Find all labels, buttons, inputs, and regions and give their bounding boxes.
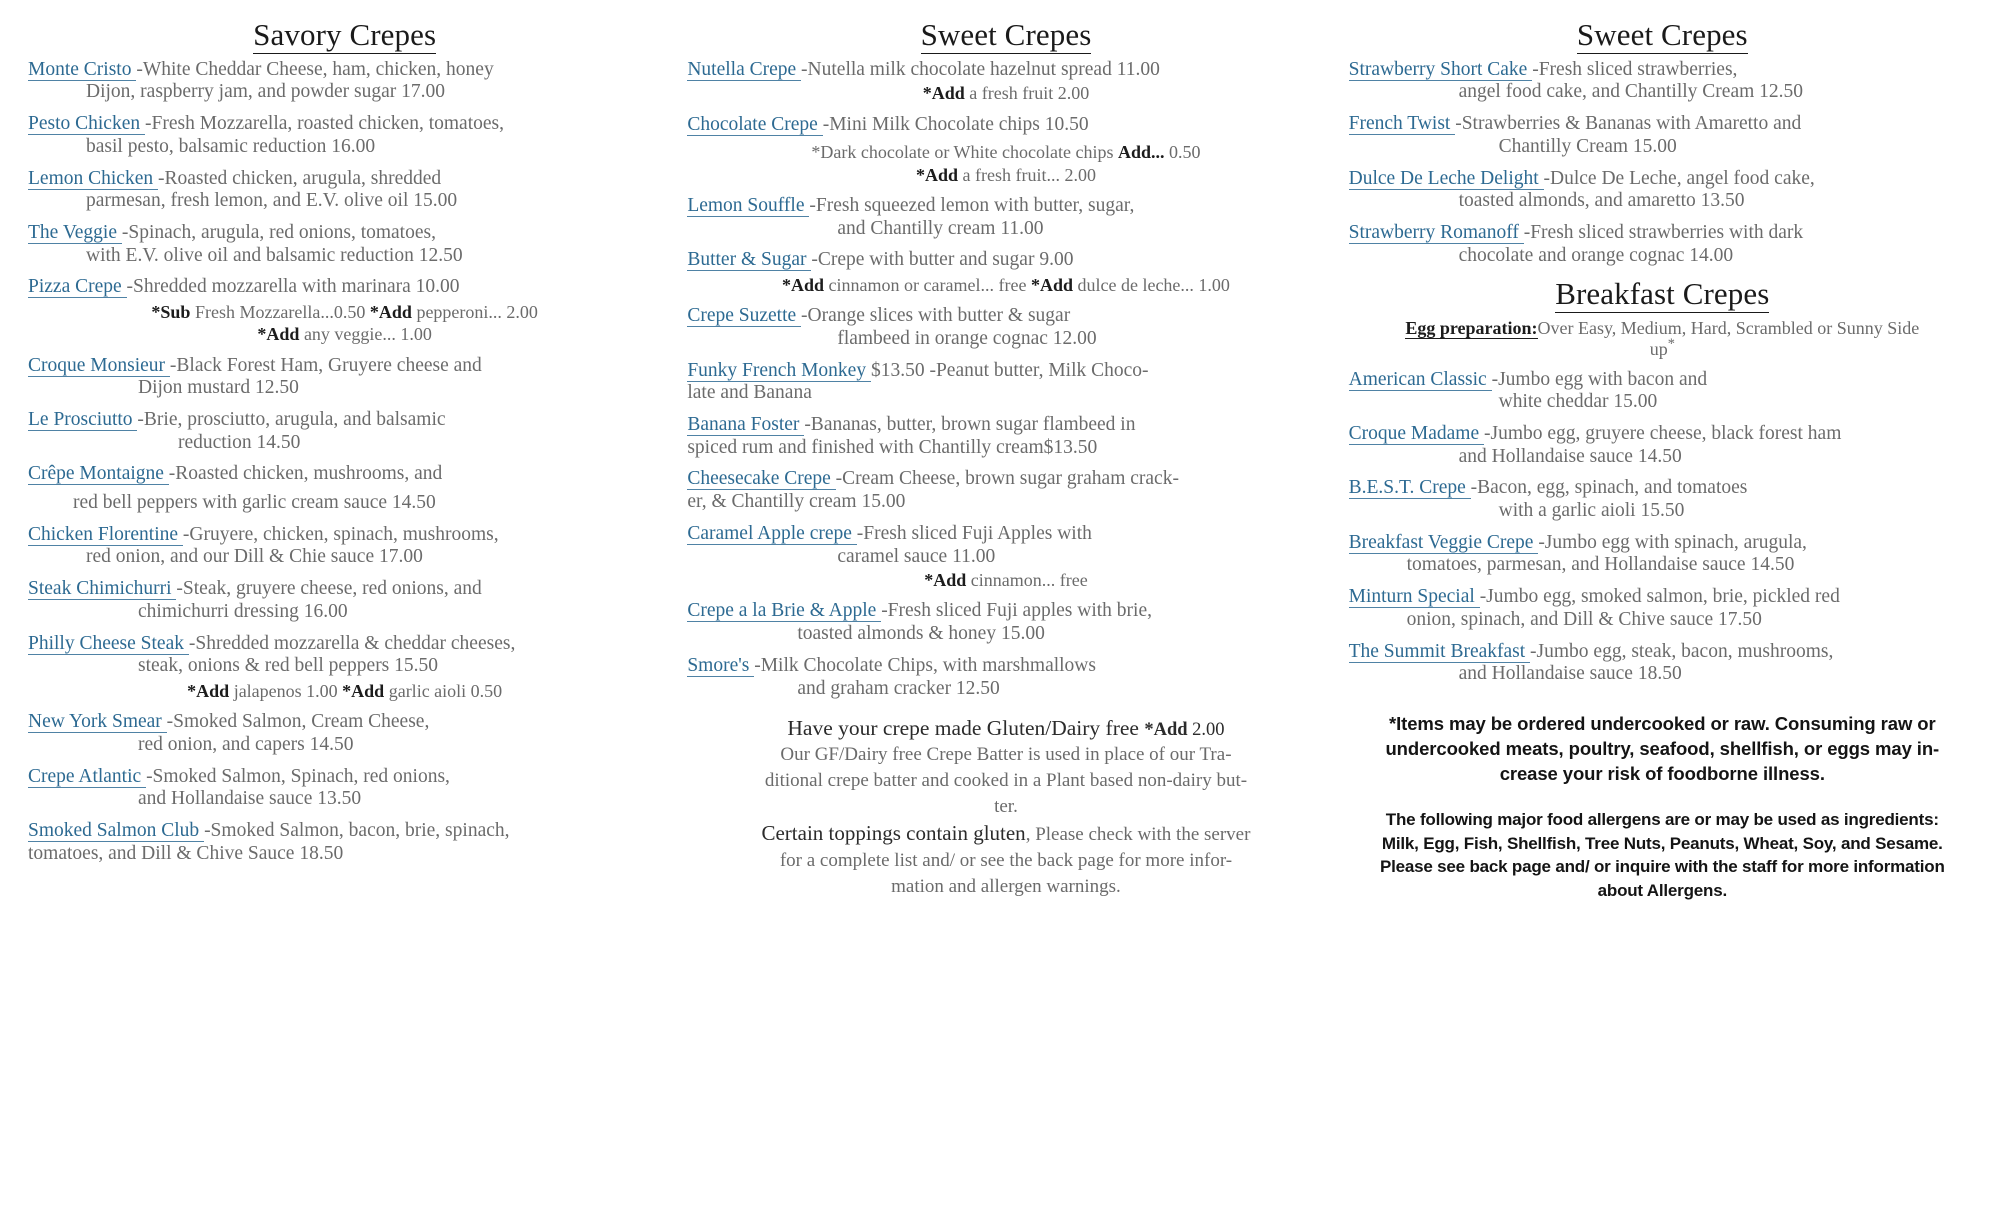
item-desc-line2: toasted almonds & honey 15.00 [797, 623, 1045, 645]
egg-preparation-label: Egg preparation: [1405, 318, 1538, 339]
menu-item [687, 468, 1324, 513]
item-desc-line1: -Steak, gruyere cheese, red onions, and [176, 578, 482, 600]
item-name: American Classic [1348, 368, 1492, 390]
menu-item [1349, 586, 1976, 631]
addon-text: jalapenos 1.00 [229, 680, 343, 701]
menu-item [1349, 423, 1976, 468]
addon-marker-add: *Add [922, 83, 965, 104]
menu-item [1349, 113, 1976, 158]
gluten-note-add-marker: *Add [1144, 720, 1188, 741]
item-desc-line1: -Milk Chocolate Chips, with marshmallows [754, 654, 1096, 676]
addon-text: any veggie... 1.00 [299, 324, 432, 345]
section-heading-sweet-left-label: Sweet Crepes [920, 17, 1092, 52]
gluten-note-line: ditional crepe batter and cooked in a Plant based non-dairy but- [764, 769, 1248, 791]
item-name: Lemon Souffle [687, 194, 810, 216]
addon-text: Fresh Mozzarella...0.50 [190, 302, 370, 323]
addon-marker-add: *Add [342, 680, 385, 701]
item-name: Banana Foster [687, 413, 805, 435]
section-heading-breakfast [1349, 277, 1976, 312]
item-desc-line2: with a garlic aioli 15.50 [1498, 500, 1685, 522]
menu-item [1349, 168, 1976, 213]
item-desc-line1: -Roasted chicken, mushrooms, and [168, 463, 443, 485]
item-desc-line1: -Smoked Salmon, Spinach, red onions, [146, 765, 450, 787]
menu-item [28, 766, 661, 811]
section-heading-sweet-right-label: Sweet Crepes [1576, 17, 1748, 52]
item-desc-line2: and Hollandaise sauce 13.50 [138, 788, 362, 810]
item-name: New York Smear [28, 711, 167, 733]
item-desc-line1: -Orange slices with butter & sugar [801, 305, 1071, 327]
item-desc-line1: -Jumbo egg with spinach, arugula, [1538, 531, 1807, 553]
gluten-note-strong-rest: , Please check with the server [1025, 824, 1251, 846]
item-desc-line2: with E.V. olive oil and balsamic reduction 12.50 [86, 244, 463, 266]
addon-marker-sub: *Sub [151, 302, 191, 323]
item-desc-line2: and Chantilly cream 11.00 [837, 217, 1044, 239]
menu-item [687, 360, 1324, 405]
section-heading-breakfast-label: Breakfast Crepes [1555, 276, 1770, 312]
addon-text: dulce de leche... 1.00 [1072, 274, 1230, 295]
item-name: French Twist [1348, 113, 1456, 135]
item-name: Nutella Crepe [687, 58, 802, 80]
addon-text: a fresh fruit... 2.00 [958, 164, 1096, 185]
item-desc-line1: -Cream Cheese, brown sugar graham crack- [835, 468, 1179, 490]
item-name: Cheesecake Crepe [687, 468, 836, 490]
item-desc-line2: onion, spinach, and Dill & Chive sauce 17.50 [1406, 608, 1762, 630]
item-desc-line1: -Dulce De Leche, angel food cake, [1543, 167, 1815, 189]
item-desc-line1: -Jumbo egg, smoked salmon, brie, pickled red [1479, 586, 1840, 608]
item-desc-line2: basil pesto, balsamic reduction 16.00 [86, 135, 376, 157]
addon-marker-add: *Add [257, 324, 300, 345]
item-name: Strawberry Short Cake [1348, 58, 1533, 80]
item-addon-line [687, 165, 1324, 186]
menu-item [28, 409, 661, 454]
item-desc-line1: -Crepe with butter and sugar 9.00 [811, 249, 1074, 271]
item-desc-line1: -Fresh sliced Fuji apples with brie, [881, 600, 1152, 622]
gluten-note-line: for a complete list and/ or see the back page for more infor- [779, 850, 1233, 872]
menu-item [687, 195, 1324, 240]
item-name: Croque Madame [1348, 422, 1484, 444]
item-addon-line [28, 681, 661, 702]
addon-marker-add: *Add [187, 680, 230, 701]
item-desc-line1: -Spinach, arugula, red onions, tomatoes, [121, 221, 436, 243]
gluten-note-line: ter. [994, 795, 1018, 817]
item-desc-line2: er, & Chantilly cream 15.00 [687, 491, 906, 513]
egg-preparation-options: Over Easy, Medium, Hard, Scrambled or Sunny Side [1537, 318, 1920, 339]
item-addon-line [28, 324, 661, 345]
menu-item [687, 114, 1324, 137]
item-desc-line1: -Gruyere, chicken, spinach, mushrooms, [182, 523, 499, 545]
item-desc-line1: -Bananas, butter, brown sugar flambeed in [804, 413, 1136, 435]
item-desc-line2: Dijon mustard 12.50 [138, 377, 299, 399]
addon-text: cinnamon... free [966, 570, 1088, 591]
item-desc-line1: -Strawberries & Bananas with Amaretto and [1455, 113, 1802, 135]
section-heading-savory [28, 18, 661, 53]
item-name: Caramel Apple crepe [687, 522, 857, 544]
menu-item [687, 305, 1324, 350]
undercooked-warning [1349, 712, 1976, 786]
egg-preparation-options-2 [1349, 336, 1976, 360]
section-heading-sweet-right [1349, 18, 1976, 53]
item-name: The Veggie [28, 221, 122, 243]
addon-marker-add: *Add [924, 570, 967, 591]
item-desc-line2: tomatoes, parmesan, and Hollandaise sauce 14.50 [1406, 554, 1795, 576]
item-desc-line1: -Fresh sliced strawberries, [1532, 58, 1738, 80]
column-sweet-crepes-left [675, 18, 1336, 1214]
undercooked-warning-line: crease your risk of foodborne illness. [1499, 762, 1825, 784]
menu-item [687, 414, 1324, 459]
item-desc-line1: -Fresh squeezed lemon with butter, sugar, [809, 194, 1135, 216]
item-name: Crêpe Montaigne [28, 463, 169, 485]
addon-text: pepperoni... 2.00 [411, 302, 538, 323]
item-desc-line2: Chantilly Cream 15.00 [1498, 135, 1677, 157]
undercooked-warning-line: undercooked meats, poultry, seafood, shellfish, or eggs may in- [1385, 737, 1940, 759]
item-desc-line1: -Smoked Salmon, bacon, brie, spinach, [204, 820, 510, 841]
menu-item [28, 355, 661, 400]
item-name: Crepe Suzette [687, 305, 802, 327]
allergen-warning-line: Milk, Egg, Fish, Shellfish, Tree Nuts, Peanuts, Wheat, Soy, and Sesame. [1381, 833, 1943, 853]
item-desc-line1: -Smoked Salmon, Cream Cheese, [166, 711, 430, 733]
item-addon-line [687, 275, 1324, 296]
item-name: Pesto Chicken [28, 113, 145, 135]
item-desc-line1: -Roasted chicken, arugula, shredded [157, 167, 442, 189]
item-name: Crepe Atlantic [28, 765, 147, 787]
menu-item [28, 820, 661, 865]
menu-item [28, 59, 661, 104]
addon-marker-add: *Add [1030, 274, 1073, 295]
egg-preparation-note [1349, 318, 1976, 360]
item-name: Minturn Special [1348, 586, 1480, 608]
item-desc-line1: -White Cheddar Cheese, ham, chicken, honey [136, 58, 494, 80]
item-name: Pizza Crepe [28, 276, 127, 298]
gluten-note-toppings-line [687, 821, 1324, 847]
addon-marker-star: * [811, 142, 821, 163]
item-desc-line2: caramel sauce 11.00 [837, 545, 996, 567]
item-name: Philly Cheese Steak [28, 632, 189, 654]
item-desc-line2: toasted almonds, and amaretto 13.50 [1458, 190, 1745, 212]
addon-text: a fresh fruit 2.00 [964, 83, 1090, 104]
item-desc-line2: Dijon, raspberry jam, and powder sugar 17.00 [86, 81, 446, 103]
gluten-note-headline-main: Have your crepe made Gluten/Dairy free [787, 716, 1145, 741]
item-desc-line2: spiced rum and finished with Chantilly cream$13.50 [687, 436, 1098, 458]
addon-text: Dark chocolate or White chocolate chips [820, 142, 1118, 163]
menu-item [1349, 532, 1976, 577]
menu-item [28, 711, 661, 756]
item-name: Breakfast Veggie Crepe [1348, 531, 1539, 553]
item-name: Smoked Salmon Club [28, 820, 205, 841]
undercooked-warning-line: *Items may be ordered undercooked or raw. Consuming raw or [1389, 712, 1936, 734]
item-desc-line1: -Shredded mozzarella with marinara 10.00 [126, 276, 460, 298]
item-name: Funky French Monkey [687, 359, 871, 381]
allergen-warning [1349, 808, 1976, 902]
item-name: Chicken Florentine [28, 523, 183, 545]
item-desc-line2: white cheddar 15.00 [1498, 391, 1658, 413]
item-desc-line2: tomatoes, and Dill & Chive Sauce 18.50 [28, 842, 344, 864]
addon-text: cinnamon or caramel... free [824, 274, 1031, 295]
menu-item [28, 113, 661, 158]
item-name: B.E.S.T. Crepe [1348, 477, 1471, 499]
item-desc-line1: -Nutella milk chocolate hazelnut spread 11.00 [801, 58, 1160, 80]
item-desc-line1: -Brie, prosciutto, arugula, and balsamic [137, 408, 446, 430]
menu-item [28, 276, 661, 299]
menu-item [28, 578, 661, 623]
item-name: Butter & Sugar [687, 249, 812, 271]
item-desc-line1: -Jumbo egg with bacon and [1491, 368, 1708, 390]
addon-price: 0.50 [1164, 142, 1201, 163]
section-heading-savory-label: Savory Crepes [253, 17, 437, 52]
item-desc-line1: -Jumbo egg, gruyere cheese, black forest ham [1484, 422, 1842, 444]
item-name: Dulce De Leche Delight [1348, 167, 1544, 189]
item-desc-line1: -Shredded mozzarella & cheddar cheeses, [188, 632, 516, 654]
column-savory-crepes [10, 18, 675, 1214]
item-desc-line2: steak, onions & red bell peppers 15.50 [138, 655, 439, 677]
menu-item [28, 463, 661, 514]
column-sweet-and-breakfast [1337, 18, 1990, 1214]
item-desc-line2: chimichurri dressing 16.00 [138, 600, 348, 622]
menu-item [1349, 641, 1976, 686]
allergen-warning-line: about Allergens. [1597, 880, 1727, 900]
item-name: Lemon Chicken [28, 167, 158, 189]
item-desc-line1: -Bacon, egg, spinach, and tomatoes [1470, 477, 1748, 499]
item-desc-line1: -Fresh sliced strawberries with dark [1523, 221, 1804, 243]
allergen-warning-line: Please see back page and/ or inquire with the staff for more information [1379, 857, 1945, 877]
item-name: Steak Chimichurri [28, 578, 177, 600]
item-desc-line2: reduction 14.50 [178, 431, 301, 453]
menu-item [1349, 369, 1976, 414]
item-name: Strawberry Romanoff [1348, 221, 1524, 243]
addon-marker-add: Add... [1117, 142, 1165, 163]
gluten-note-strong: Certain toppings contain gluten [761, 821, 1026, 846]
menu-item [1349, 222, 1976, 267]
item-desc-line2: late and Banana [687, 382, 812, 404]
menu-item [687, 600, 1324, 645]
item-desc-line2: and Hollandaise sauce 18.50 [1458, 663, 1682, 685]
item-name: Croque Monsieur [28, 354, 170, 376]
gluten-free-note [687, 716, 1324, 899]
menu-item [1349, 477, 1976, 522]
item-desc-line2: red bell peppers with garlic cream sauce 14.50 [73, 492, 436, 514]
item-desc-line2: chocolate and orange cognac 14.00 [1458, 244, 1734, 266]
item-name: Le Prosciutto [28, 408, 138, 430]
menu-item [687, 523, 1324, 568]
menu-item [687, 655, 1324, 700]
item-desc-line2: angel food cake, and Chantilly Cream 12.50 [1458, 81, 1804, 103]
egg-preparation-options-2-text: up [1649, 339, 1668, 360]
item-addon-line [28, 302, 661, 323]
item-desc-line1: $13.50 -Peanut butter, Milk Choco- [870, 359, 1149, 381]
item-desc-line2: and graham cracker 12.50 [797, 677, 1000, 699]
item-desc-line2: red onion, and capers 14.50 [138, 733, 354, 755]
item-name: Crepe a la Brie & Apple [687, 600, 882, 622]
item-desc-line1: -Fresh sliced Fuji Apples with [856, 522, 1092, 544]
gluten-note-line: Our GF/Dairy free Crepe Batter is used in place of our Tra- [780, 744, 1232, 766]
menu-item [28, 524, 661, 569]
allergen-warning-line: The following major food allergens are or may be used as ingredients: [1385, 810, 1939, 830]
item-name: Smore's [687, 654, 755, 676]
item-addon-line [687, 142, 1324, 163]
item-name: Chocolate Crepe [687, 113, 823, 135]
item-desc-line1: -Black Forest Ham, Gruyere cheese and [169, 354, 482, 376]
gluten-note-price: 2.00 [1187, 720, 1225, 741]
item-desc-line2: flambeed in orange cognac 12.00 [837, 327, 1097, 349]
item-desc-line1: -Fresh Mozzarella, roasted chicken, tomatoes, [145, 113, 504, 135]
addon-text: garlic aioli 0.50 [384, 680, 503, 701]
item-desc-line2: red onion, and our Dill & Chie sauce 17.00 [86, 546, 423, 568]
gluten-note-headline [687, 716, 1324, 742]
item-name: Monte Cristo [28, 58, 137, 80]
gluten-note-line: mation and allergen warnings. [891, 876, 1121, 898]
item-addon-line [687, 570, 1324, 591]
menu-item [28, 222, 661, 267]
section-heading-sweet-left [687, 18, 1324, 53]
item-desc-line2: parmesan, fresh lemon, and E.V. olive oil 15.00 [86, 190, 458, 212]
menu-item [1349, 59, 1976, 104]
menu-item [28, 168, 661, 213]
addon-marker-add: *Add [915, 164, 958, 185]
addon-marker-add: *Add [369, 302, 412, 323]
item-desc-line1: -Jumbo egg, steak, bacon, mushrooms, [1530, 640, 1834, 662]
item-desc-line1: -Mini Milk Chocolate chips 10.50 [822, 113, 1089, 135]
menu-item [687, 59, 1324, 82]
asterisk-marker: * [1667, 336, 1675, 353]
menu-item [28, 633, 661, 678]
item-addon-line [687, 83, 1324, 104]
item-desc-line2: and Hollandaise sauce 14.50 [1458, 445, 1682, 467]
item-name: The Summit Breakfast [1348, 640, 1531, 662]
menu-item [687, 249, 1324, 272]
addon-marker-add: *Add [782, 274, 825, 295]
